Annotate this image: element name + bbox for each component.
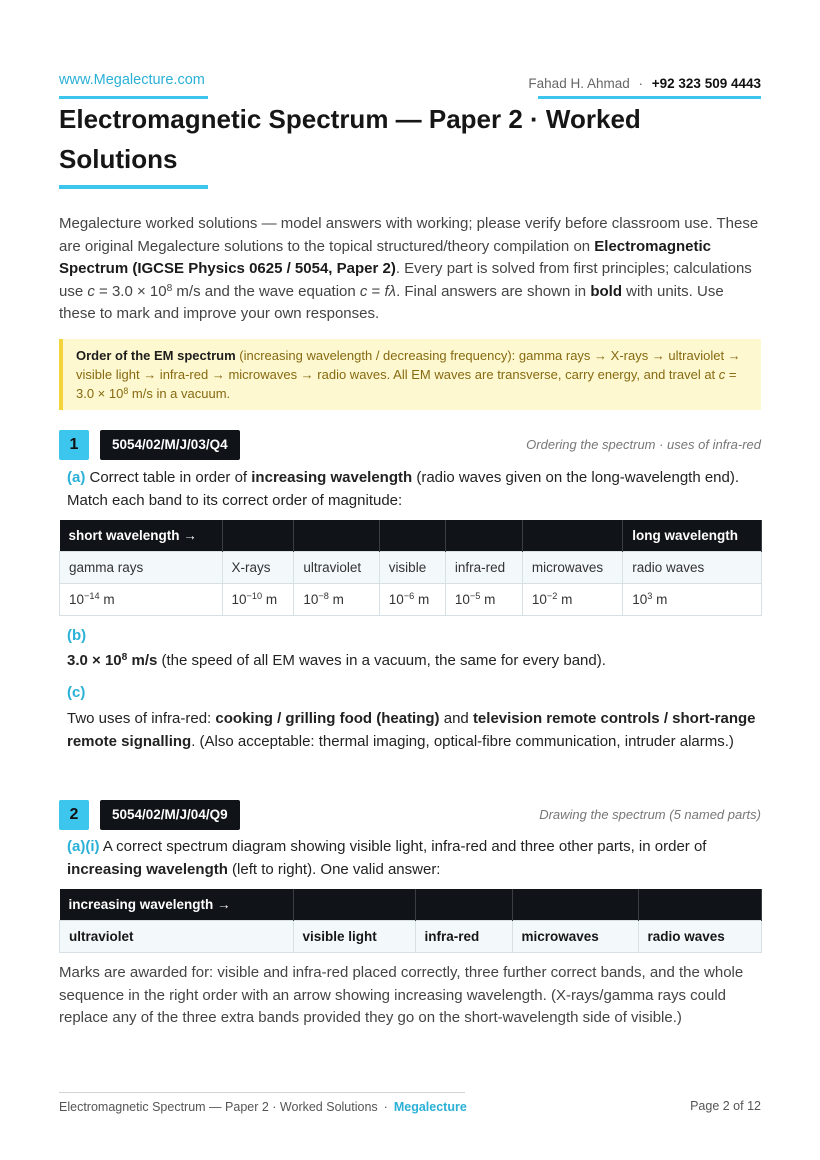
intro-text: with units. Use these to mark and improve your own responses.	[59, 282, 724, 323]
answer-value: 3.0 × 10	[67, 652, 122, 669]
table-header-cell	[445, 520, 522, 552]
magnitude-cell: $10^{-5}$ m	[445, 584, 522, 616]
magnitude-cell: $10^{-2}$ m	[522, 584, 622, 616]
footer-separator: ·	[383, 1100, 388, 1114]
footer-doc-title: Electromagnetic Spectrum — Paper 2 · Worked Solutions	[59, 1100, 378, 1114]
intro-paragraph	[59, 213, 761, 326]
intro-text: . Final answers are shown in	[396, 282, 591, 300]
band-cell: radio waves	[638, 921, 762, 953]
intro-bold-word: bold	[590, 282, 622, 300]
table-header-cell	[379, 520, 445, 552]
note-heading: Order of the EM spectrum	[76, 348, 236, 363]
table-header-cell	[294, 520, 379, 552]
band-cell: infra-red	[415, 921, 512, 953]
q1-part-a	[67, 467, 761, 512]
speed-exponent: 8	[166, 282, 173, 294]
q1-part-b-label: (b)	[67, 627, 87, 644]
magnitude-cell: $10^3$ m	[623, 584, 762, 616]
page-title: Electromagnetic Spectrum — Paper 2 · Worked Solutions	[59, 104, 641, 174]
page-footer	[59, 1092, 761, 1122]
table-header-cell: increasing wavelength →	[60, 889, 294, 921]
table-header-row	[60, 520, 762, 552]
page-header	[59, 70, 761, 100]
part-bold-text: increasing wavelength	[251, 469, 413, 486]
wave-eq-c: c	[359, 282, 368, 300]
contact-info	[528, 76, 761, 91]
phone-number: +92 323 509 4443	[651, 76, 761, 91]
table-row	[60, 921, 762, 953]
note-speed-exponent: 8	[123, 386, 129, 396]
band-cell: visible	[379, 552, 445, 584]
site-link[interactable]: www.Megalecture.com	[59, 72, 205, 88]
question-2-header	[59, 800, 761, 830]
table-header-row	[60, 889, 762, 921]
answer-unit: m/s	[127, 652, 158, 669]
footer-rule	[59, 1092, 465, 1093]
part-text: (the speed of all EM waves in a vacuum, the same for every band).	[157, 652, 606, 669]
author-name: Fahad H. Ahmad	[528, 76, 630, 91]
q1-part-c	[67, 708, 761, 753]
table-row	[60, 552, 762, 584]
q2-part-a	[67, 836, 761, 881]
table-header-cell	[522, 520, 622, 552]
part-text: Correct table in order of	[85, 469, 252, 486]
band-cell: gamma rays	[60, 552, 223, 584]
answer-bold: cooking / grilling food (heating)	[215, 710, 440, 727]
magnitude-cell: $10^{-14}$ m	[60, 584, 223, 616]
part-text: Two uses of infra-red:	[67, 710, 216, 727]
part-text: (radio waves given on the long-wavelength end). Match each band to its correct order of magnitude:	[67, 469, 740, 509]
footer-brand: Megalecture	[393, 1100, 467, 1114]
part-text: (left to right). One valid answer:	[227, 860, 441, 878]
title-accent-rule	[59, 185, 208, 189]
part-label: (a)(i)	[67, 838, 100, 855]
note-speed-symbol: c	[718, 367, 726, 383]
table-header-cell	[415, 889, 512, 921]
question-1-header	[59, 430, 761, 460]
question-topic: Ordering the spectrum · uses of infra-red	[526, 437, 761, 452]
footer-title	[59, 1100, 467, 1114]
band-cell: X-rays	[222, 552, 294, 584]
magnitude-cell: $10^{-6}$ m	[379, 584, 445, 616]
table-header-cell	[512, 889, 638, 921]
band-cell: microwaves	[512, 921, 638, 953]
intro-text: Megalecture worked solutions — model answers with working; please verify before classroom use. These are original Megalecture solutions to the topical structured/theory compilation on	[59, 215, 759, 255]
band-cell: microwaves	[522, 552, 622, 584]
part-label: (a)	[67, 469, 86, 486]
intro-text: m/s and the wave equation	[172, 282, 360, 300]
wave-eq-equals: =	[367, 282, 385, 300]
q1-part-c-label: (c)	[67, 684, 86, 701]
part-text: A correct spectrum diagram showing visible light, infra-red and three other parts, in order of	[99, 838, 707, 855]
intro-topic: Electromagnetic Spectrum (IGCSE Physics 0625 / 5054, Paper 2)	[59, 237, 712, 278]
table-header-cell: short wavelength →	[60, 520, 223, 552]
question-code-badge: 5054/02/M/J/03/Q4	[100, 430, 240, 460]
answer-bold: television remote controls / short-range remote signalling	[67, 710, 756, 750]
table-header-cell: long wavelength	[623, 520, 762, 552]
speed-symbol: c	[87, 282, 95, 300]
speed-value: = 3.0 × 10	[94, 282, 167, 300]
part-text: and	[439, 710, 473, 727]
part-bold-text: increasing wavelength	[67, 860, 228, 878]
q2-spectrum-table	[59, 889, 762, 953]
table-header-cell	[638, 889, 762, 921]
answer-exponent: 8	[121, 651, 128, 663]
table-header-cell	[293, 889, 415, 921]
page-number: Page 2 of 12	[690, 1099, 761, 1113]
q1-spectrum-table	[59, 520, 762, 616]
question-number-badge: 1	[59, 430, 89, 460]
contact-separator: ·	[638, 76, 643, 91]
question-topic: Drawing the spectrum (5 named parts)	[539, 807, 761, 822]
band-cell: infra-red	[445, 552, 522, 584]
question-code-badge: 5054/02/M/J/04/Q9	[100, 800, 240, 830]
note-speed-value: = 3.0 × 10	[76, 367, 737, 402]
band-cell: ultraviolet	[294, 552, 379, 584]
magnitude-cell: $10^{-8}$ m	[294, 584, 379, 616]
table-row	[60, 584, 762, 616]
q2-marks-note: Marks are awarded for: visible and infra-red placed correctly, three further correct bands, and the whole sequence in the right order with an arrow showing increasing wavelength. (X-rays/gamma rays could replace any of the three extra bands provided they go on the short-wavelength side of visible.)	[59, 964, 744, 1027]
part-text: . (Also acceptable: thermal imaging, optical-fibre communication, intruder alarms.)	[191, 732, 734, 750]
intro-text: . Every part is solved from first principles; calculations use	[59, 260, 752, 300]
table-header-cell	[222, 520, 294, 552]
magnitude-cell: $10^{-10}$ m	[222, 584, 294, 616]
note-body: (increasing wavelength / decreasing frequency): gamma rays → X-rays → ultraviolet → visible light → infra-red → microwaves → radio waves. All EM waves are transverse, carry energy, and travel at	[76, 348, 741, 383]
wave-eq-f-lambda: fλ	[384, 282, 397, 300]
question-number-badge: 2	[59, 800, 89, 830]
note-tail: m/s in a vacuum.	[128, 386, 231, 402]
band-cell: ultraviolet	[60, 921, 294, 953]
band-cell: visible light	[293, 921, 415, 953]
spectrum-order-note	[59, 339, 761, 410]
band-cell: radio waves	[623, 552, 762, 584]
q1-part-b	[67, 650, 761, 673]
